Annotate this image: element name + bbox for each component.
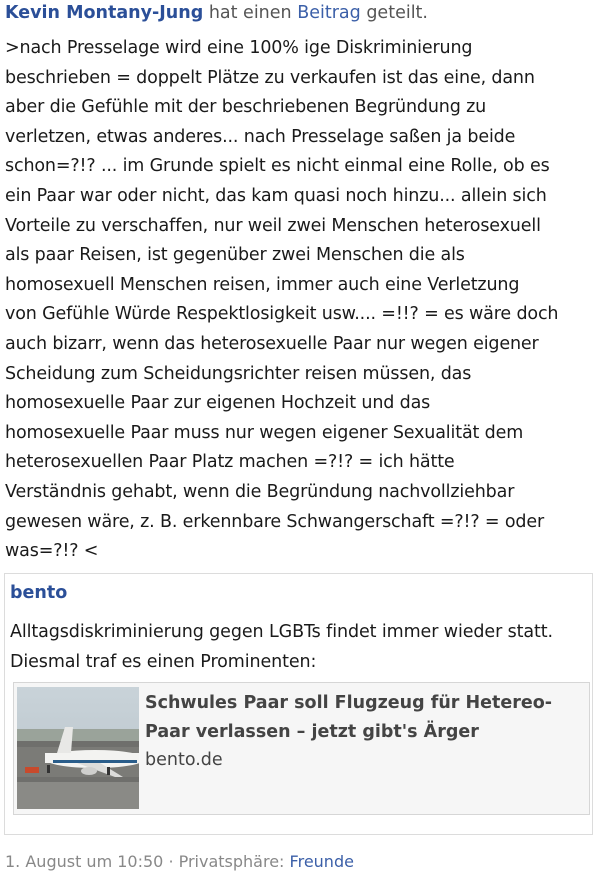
post-timestamp: 1. August um 10:50 · Privatsphäre: <box>5 852 285 871</box>
airplane-photo <box>17 687 139 809</box>
shared-source-name[interactable]: bento <box>10 583 68 603</box>
shared-post-text: Alltagsdiskriminierung gegen LGBTs findet immer wieder statt. Diesmal traf es einen Prominenten: <box>10 622 554 672</box>
post-link[interactable]: Beitrag <box>297 3 361 23</box>
author-name-link[interactable]: Kevin Montany-Jung <box>5 3 204 23</box>
link-thumbnail-image[interactable] <box>17 687 139 809</box>
link-title[interactable]: Schwules Paar soll Flugzeug für Hetereo-Paar verlassen – jetzt gibt's Ärger <box>145 693 553 742</box>
header-verb: hat einen <box>208 3 292 23</box>
link-domain: bento.de <box>145 750 223 770</box>
link-preview-card[interactable] <box>13 682 590 815</box>
privacy-link[interactable]: Freunde <box>289 852 354 871</box>
post-body-text: >nach Presselage wird eine 100% ige Diskriminierung beschrieben = doppelt Plätze zu verkaufen ist das eine, dann aber die Gefühle mit der beschriebenen Begründung zu verletzen, etwas anderes... nach Presselage saßen ja beide schon=?!? ... im Grunde spielt es nicht einmal eine Rolle, ob es ein Paar war oder nicht, das kam quasi noch hinzu... allein sich Vorteile zu verschaffen, nur weil zwei Menschen heterosexuell als paar Reisen, ist gegenüber zwei Menschen die als homosexuell Menschen reisen, immer auch eine Verletzung von Gefühle Würde Respektlosigkeit usw.... =!!? = es wäre doch auch bizarr, wenn das heterosexuelle Paar nur wegen eigener Scheidung zum Scheidungsrichter reisen müssen, das homosexuelle Paar zur eigenen Hochzeit und das homosexuelle Paar muss nur wegen eigener Sexualität dem heterosexuellen Paar Platz machen =?!? = ich hätte Verständnis gehabt, wenn die Begründung nachvollziehbar gewesen wäre, z. B. erkennbare Schwangerschaft =?!? = oder was=?!? < <box>5 38 559 562</box>
post-header <box>5 1 595 25</box>
header-suffix: geteilt. <box>366 3 428 23</box>
shared-post <box>4 573 593 835</box>
